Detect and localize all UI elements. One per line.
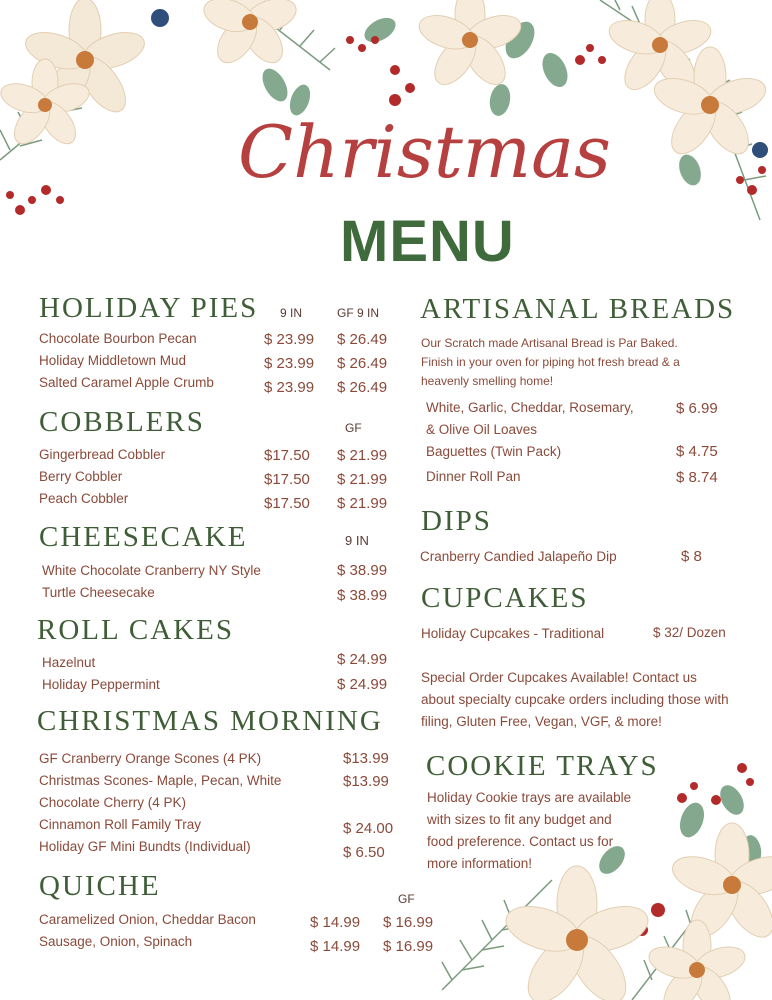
item-name: Gingerbread Cobbler — [39, 447, 166, 462]
cupcakes-note-line: Special Order Cupcakes Available! Contact us — [421, 670, 697, 685]
item-price: $ 16.99 — [383, 914, 434, 931]
item-price: $17.50 — [264, 471, 310, 488]
item-price: $ 38.99 — [337, 587, 388, 604]
item-price: $13.99 — [343, 773, 389, 790]
item-name: Holiday Cupcakes - Traditional — [421, 626, 605, 641]
cookie-trays-line: food preference. Contact us for — [427, 834, 614, 849]
column-header: GF — [345, 421, 362, 435]
item-price: $ 23.99 — [264, 379, 315, 396]
item-price: $ 32/ Dozen — [653, 625, 726, 640]
item-price: $ 38.99 — [337, 562, 388, 579]
item-price: $ 6.99 — [676, 400, 718, 417]
item-name: Salted Caramel Apple Crumb — [39, 375, 214, 390]
item-price: $ 14.99 — [310, 914, 361, 931]
column-header: GF 9 IN — [337, 306, 380, 320]
item-price: $ 16.99 — [383, 938, 434, 955]
item-price: $ 8 — [681, 548, 702, 565]
section-title-christmas-morning: CHRISTMAS MORNING — [37, 705, 383, 737]
item-name: Berry Cobbler — [39, 469, 123, 484]
cupcakes-note-line: about specialty cupcake orders including those with — [421, 692, 729, 707]
bread-description-line: heavenly smelling home! — [421, 374, 554, 388]
item-name: Cinnamon Roll Family Tray — [39, 817, 202, 832]
item-price: $ 26.49 — [337, 331, 388, 348]
item-name-continued: & Olive Oil Loaves — [426, 422, 538, 437]
item-price: $ 21.99 — [337, 495, 388, 512]
section-title-cupcakes: CUPCAKES — [421, 582, 589, 614]
item-name: Chocolate Bourbon Pecan — [39, 331, 197, 346]
cupcakes-note-line: filing, Gluten Free, Vegan, VGF, & more! — [421, 714, 662, 729]
cookie-trays-line: more information! — [427, 856, 533, 871]
section-title-cheesecake: CHEESECAKE — [39, 521, 248, 553]
item-name: Christmas Scones- Maple, Pecan, White — [39, 773, 282, 788]
cookie-trays-line: Holiday Cookie trays are available — [427, 790, 632, 805]
section-title-artisanal-breads: ARTISANAL BREADS — [420, 293, 736, 325]
item-price: $ 23.99 — [264, 355, 315, 372]
item-name: Turtle Cheesecake — [42, 585, 155, 600]
item-name: Peach Cobbler — [39, 491, 129, 506]
item-price: $ 24.00 — [343, 820, 394, 837]
item-price: $17.50 — [264, 447, 310, 464]
item-name: Holiday GF Mini Bundts (Individual) — [39, 839, 251, 854]
cookie-trays-line: with sizes to fit any budget and — [427, 812, 612, 827]
item-price: $17.50 — [264, 495, 310, 512]
item-name: Hazelnut — [42, 655, 96, 670]
script-title: Christmas — [238, 110, 611, 194]
item-price: $13.99 — [343, 750, 389, 767]
menu-title: MENU — [340, 209, 515, 274]
item-name: GF Cranberry Orange Scones (4 PK) — [39, 751, 262, 766]
item-name-continued: Chocolate Cherry (4 PK) — [39, 795, 187, 810]
section-title-quiche: QUICHE — [39, 870, 161, 902]
item-name: Caramelized Onion, Cheddar Bacon — [39, 912, 256, 927]
column-header: 9 IN — [280, 306, 303, 320]
section-title-dips: DIPS — [421, 505, 492, 537]
item-name: White, Garlic, Cheddar, Rosemary, — [426, 400, 634, 415]
item-name: Cranberry Candied Jalapeño Dip — [420, 549, 617, 564]
column-header: GF — [398, 892, 415, 906]
section-title-roll-cakes: ROLL CAKES — [37, 614, 234, 646]
item-price: $ 24.99 — [337, 651, 388, 668]
item-price: $ 21.99 — [337, 471, 388, 488]
item-price: $ 4.75 — [676, 443, 718, 460]
section-title-cobblers: COBBLERS — [39, 406, 205, 438]
item-name: Dinner Roll Pan — [426, 469, 521, 484]
item-price: $ 21.99 — [337, 447, 388, 464]
item-price: $ 6.50 — [343, 844, 385, 861]
item-price: $ 14.99 — [310, 938, 361, 955]
item-price: $ 8.74 — [676, 469, 718, 486]
column-header: 9 IN — [345, 533, 369, 548]
bread-description-line: Our Scratch made Artisanal Bread is Par Baked. — [421, 336, 678, 350]
item-name: Holiday Middletown Mud — [39, 353, 187, 368]
section-title-holiday-pies: HOLIDAY PIES — [39, 292, 259, 324]
item-price: $ 24.99 — [337, 676, 388, 693]
item-name: Sausage, Onion, Spinach — [39, 934, 193, 949]
section-title-cookie-trays: COOKIE TRAYS — [426, 750, 659, 782]
bread-description-line: Finish in your oven for piping hot fresh bread & a — [421, 355, 680, 369]
item-price: $ 23.99 — [264, 331, 315, 348]
item-price: $ 26.49 — [337, 379, 388, 396]
item-name: Baguettes (Twin Pack) — [426, 444, 562, 459]
item-name: White Chocolate Cranberry NY Style — [42, 563, 261, 578]
item-name: Holiday Peppermint — [42, 677, 160, 692]
item-price: $ 26.49 — [337, 355, 388, 372]
